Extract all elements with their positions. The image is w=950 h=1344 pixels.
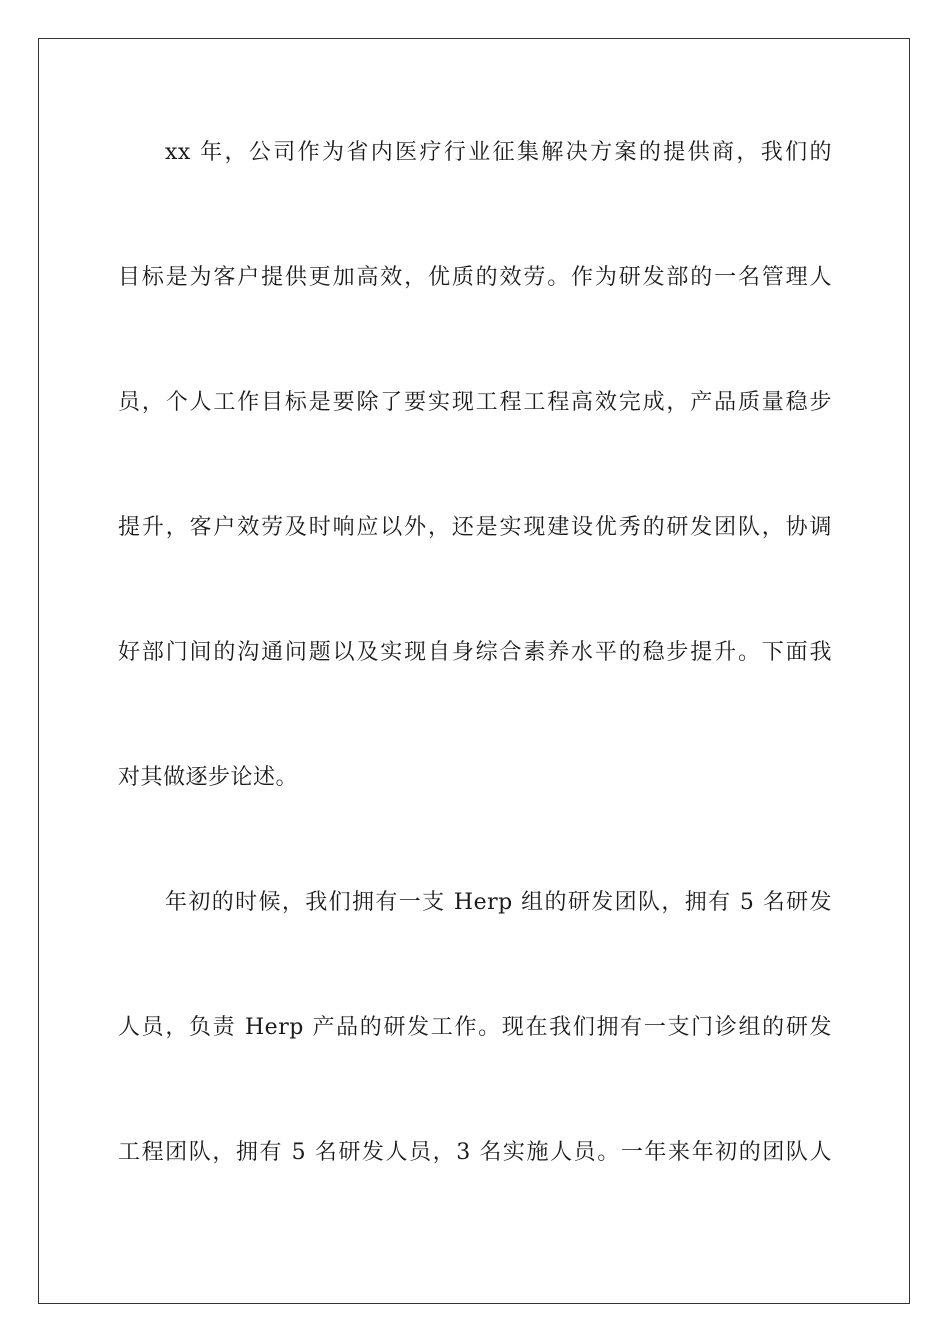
- paragraph-1-line-5: 好部门间的沟通问题以及实现自身综合素养水平的稳步提升。下面我: [118, 640, 832, 665]
- paragraph-2-line-2: 人员，负责 Herp 产品的研发工作。现在我们拥有一支门诊组的研发: [118, 1015, 832, 1040]
- paragraph-2-line-3: 工程团队，拥有 5 名研发人员，3 名实施人员。一年来年初的团队人: [118, 1140, 832, 1165]
- document-body: [118, 130, 832, 1176]
- paragraph-1-line-6: 对其做逐步论述。: [118, 765, 299, 790]
- paragraph-1-line-3: 员，个人工作目标是要除了要实现工程工程高效完成，产品质量稳步: [118, 390, 832, 415]
- paragraph-2-line-1: 年初的时候，我们拥有一支 Herp 组的研发团队，拥有 5 名研发: [165, 890, 832, 915]
- paragraph-1-line-2: 目标是为客户提供更加高效，优质的效劳。作为研发部的一名管理人: [118, 265, 832, 290]
- paragraph-1-line-1: xx 年，公司作为省内医疗行业征集解决方案的提供商，我们的: [165, 140, 832, 165]
- paragraph-1-line-4: 提升，客户效劳及时响应以外，还是实现建设优秀的研发团队，协调: [118, 515, 832, 540]
